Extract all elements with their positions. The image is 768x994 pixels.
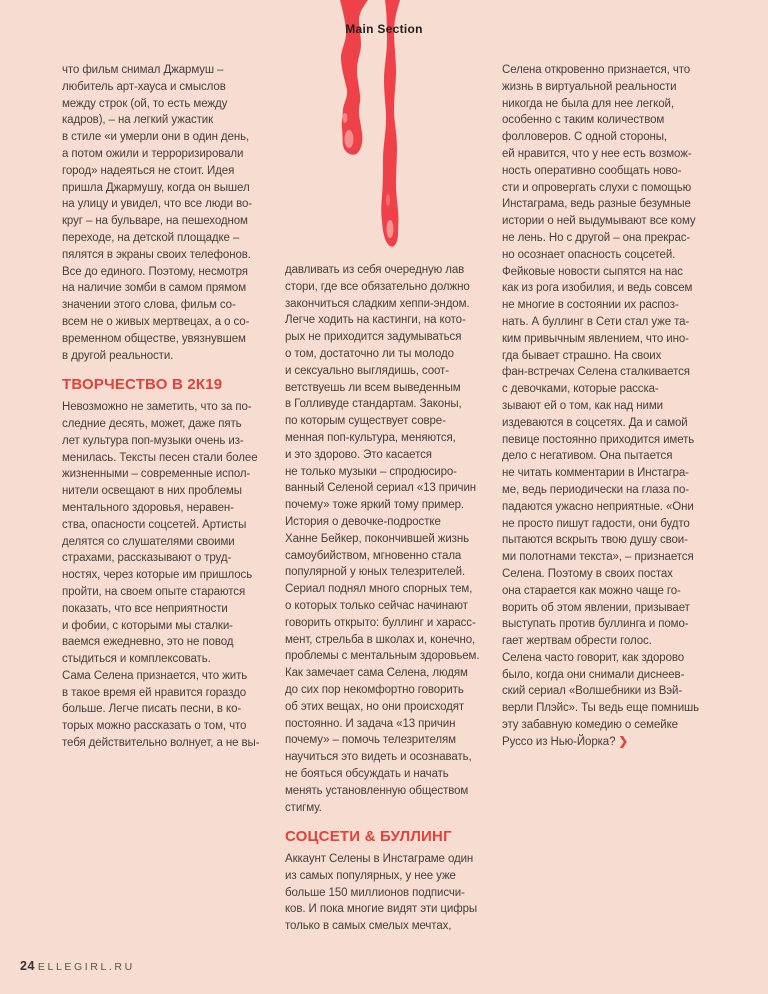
- text-line: Все до единого. Поэтому, несмотря: [62, 265, 248, 278]
- text-line: на улицу и увидел, что все люди во-: [62, 198, 252, 211]
- text-line: издеваются в соцсетях. Да и самой: [502, 416, 688, 429]
- text-line: переходе, на детской площадке –: [62, 231, 240, 244]
- text-line: менная поп-культура, меняются,: [285, 431, 456, 444]
- text-line: с девочками, которые расска-: [502, 383, 659, 396]
- text-line: не бояться обсуждать и начать: [285, 767, 449, 780]
- text-line: ми полотнами текста», – признается: [502, 551, 694, 564]
- text-line: верли Плэйс». Ты ведь еще помнишь: [502, 702, 700, 715]
- text-line: делятся со слушателями своими: [62, 535, 235, 548]
- text-line: нать. А буллинг в Сети стал уже та-: [502, 315, 690, 328]
- text-line: тебя действительно волнует, а не вы-: [62, 737, 260, 750]
- red-paint-drip-graphic: [330, 0, 470, 260]
- text-line: ков. И пока многие видят эти цифры: [285, 903, 478, 916]
- section-heading: СОЦСЕТИ & БУЛЛИНГ: [285, 828, 452, 846]
- text-line: Легче ходить на кастинги, на кото-: [285, 314, 466, 327]
- text-line: стигму.: [285, 801, 322, 814]
- text-line: в стиле «и умерли они в один день,: [62, 131, 250, 144]
- text-line: до сих пор некомфортно говорить: [285, 683, 464, 696]
- text-line: Руссо из Нью-Йорка? ❯: [502, 735, 629, 748]
- text-line: лет культура поп-музыки очень из-: [62, 434, 244, 447]
- text-line: дело с негативом. Она пытается: [502, 450, 673, 463]
- text-line: между строк (ой, то есть между: [62, 97, 228, 110]
- end-of-article-mark: ❯: [615, 735, 629, 748]
- text-line: ворить об этом явлении, призывает: [502, 601, 690, 614]
- text-line: ваемся ежедневно, это не повод: [62, 636, 234, 649]
- text-line: менилась. Тексты песен стали более: [62, 451, 258, 464]
- text-line: кадров), – на легкий ужастик: [62, 114, 214, 127]
- text-line: фолловеров. С одной стороны,: [502, 131, 668, 144]
- left-drip-highlight-small: [343, 113, 348, 123]
- text-line: Селена откровенно признается, что: [502, 64, 691, 76]
- text-line: ей нравится, что у нее есть возмож-: [502, 147, 692, 160]
- text-line: и это здорово. Это касается: [285, 448, 432, 461]
- text-line: проблемы с ментальным здоровьем.: [285, 650, 480, 663]
- text-line: ментального здоровья, неравен-: [62, 501, 234, 514]
- text-line: научиться это видеть и осознавать,: [285, 751, 472, 764]
- text-line: Ханне Бейкер, покончившей жизнь: [285, 532, 469, 545]
- text-line: нители освещают в них проблемы: [62, 485, 242, 498]
- text-line: ме, ведь периодически на глаза по-: [502, 483, 689, 496]
- page-number: 24: [20, 959, 35, 973]
- text-line: ванный Селеной сериал «13 причин: [285, 482, 477, 495]
- text-line: говорить открыто: буллинг и харасс-: [285, 616, 476, 629]
- text-line: и сексуально выглядишь, соот-: [285, 364, 449, 377]
- text-line: закончиться сладким хеппи-эндом.: [285, 297, 470, 310]
- text-line: Сама Селена признается, что жить: [62, 669, 248, 682]
- paint-drips-svg: [330, 0, 470, 260]
- section-header: Main Section: [345, 22, 423, 36]
- text-line: Невозможно не заметить, что за по-: [62, 401, 252, 414]
- text-line: Инстаграма, ведь разные безумные: [502, 198, 691, 211]
- text-line: Селена. Поэтому в своих постах: [502, 567, 673, 580]
- left-drip-highlight: [345, 130, 354, 148]
- text-line: мент, стрельба в школах и, конечно,: [285, 633, 476, 646]
- text-line: всем не о живых мертвецах, а о со-: [62, 315, 250, 328]
- text-line: ский сериал «Волшебники из Вэй-: [502, 685, 683, 698]
- text-line: рых не приходится задумываться: [285, 331, 462, 344]
- text-line: в Голливуде стандартам. Законы,: [285, 398, 462, 411]
- text-line: больше. Легче писать песни, в ко-: [62, 703, 242, 716]
- text-line: не читать комментарии в Инстагра-: [502, 467, 689, 480]
- text-line: пялятся в экраны своих телефонов.: [62, 248, 251, 261]
- text-line: не только музыки – спродюсиро-: [285, 465, 457, 478]
- text-line: ность оперативно сообщать ново-: [502, 164, 682, 177]
- text-line: круг – на бульваре, на пешеходном: [62, 215, 248, 228]
- text-line: следние десять, может, даже пять: [62, 417, 242, 430]
- text-line: что фильм снимал Джармуш –: [62, 64, 224, 76]
- text-line: сти и опровергать слухи с помощью: [502, 181, 692, 194]
- text-line: временном обществе, увязнувшем: [62, 332, 246, 345]
- text-line: из самых популярных, у нее уже: [285, 869, 456, 882]
- article-column-right: [502, 62, 716, 751]
- text-line: Сериал поднял много спорных тем,: [285, 583, 473, 596]
- text-line: на наличие зомби в самом прямом: [62, 282, 247, 295]
- text-line: в такое время ей нравится гораздо: [62, 686, 247, 699]
- text-line: но осознает опасность соцсетей.: [502, 248, 676, 261]
- paragraph: [62, 399, 276, 752]
- text-line: ностях, через которые им пришлось: [62, 569, 253, 582]
- text-line: гает жертвам обрести голос.: [502, 635, 652, 648]
- text-line: ким привычным явлением, что ино-: [502, 332, 689, 345]
- text-line: истории о ней выдумывают все кому: [502, 215, 696, 228]
- text-line: торых можно рассказать о том, что: [62, 720, 247, 733]
- text-line: падаются ужасно неприятные. «Они: [502, 500, 694, 513]
- section-heading: ТВОРЧЕСТВО В 2К19: [62, 376, 223, 394]
- page-footer: [20, 957, 135, 975]
- text-line: постоянно. И задача «13 причин: [285, 717, 456, 730]
- text-line: показать, что все неприятности: [62, 602, 228, 615]
- text-line: не лень. Но с другой – она прекрас-: [502, 231, 691, 244]
- text-line: давливать из себя очередную лав: [285, 264, 465, 276]
- text-line: ства, опасности соцсетей. Артисты: [62, 518, 247, 531]
- text-line: стыдиться и комплексовать.: [62, 653, 211, 666]
- right-drip-highlight-small: [386, 194, 390, 206]
- text-line: менять установленную обществом: [285, 784, 469, 797]
- text-line: было, когда они снимали диснеев-: [502, 668, 685, 681]
- text-line: Как замечает сама Селена, людям: [285, 667, 468, 680]
- text-line: не просто пишут гадости, они будто: [502, 517, 690, 530]
- text-line: зывают ей о том, как над ними: [502, 399, 663, 412]
- text-line: и фобии, с которыми мы сталки-: [62, 619, 233, 632]
- text-line: значении этого слова, фильм со-: [62, 299, 236, 312]
- paragraph: [285, 851, 499, 935]
- text-line: стори, где все обязательно должно: [285, 280, 470, 293]
- text-line: только в самых смелых мечтах,: [285, 920, 452, 933]
- text-line: популярной у юных телезрителей.: [285, 566, 466, 579]
- article-column-middle: [285, 262, 499, 935]
- paragraph: [502, 62, 716, 751]
- text-line: особенно с таким количеством: [502, 114, 665, 127]
- right-drip-shape: [381, 0, 400, 247]
- text-line: почему» тоже яркий тому пример.: [285, 499, 465, 512]
- paragraph: [62, 62, 276, 364]
- text-line: Аккаунт Селены в Инстаграме один: [285, 853, 474, 866]
- text-line: певице постоянно приходится иметь: [502, 433, 695, 446]
- text-line: она старается как можно чаще го-: [502, 584, 681, 597]
- site-url: ELLEGIRL.RU: [37, 961, 135, 973]
- text-line: в другой реальности.: [62, 349, 174, 362]
- text-line: город» надеяться не стоит. Идея: [62, 164, 235, 177]
- text-line: любитель арт-хауса и смыслов: [62, 80, 226, 93]
- text-line: эту забавную комедию о семейке: [502, 719, 678, 732]
- text-line: выступать против буллинга и помо-: [502, 618, 689, 631]
- paragraph: [285, 262, 499, 816]
- text-line: никогда не была для нее легкой,: [502, 97, 674, 110]
- text-line: почему» – помочь телезрителям: [285, 734, 456, 747]
- text-line: фан-встречах Селена сталкивается: [502, 366, 690, 379]
- text-line: пройти, на своем опыте стараются: [62, 585, 246, 598]
- text-line: Селена часто говорит, как здорово: [502, 651, 685, 664]
- text-line: как из рога изобилия, и ведь совсем: [502, 282, 693, 295]
- text-line: жизнь в виртуальной реальности: [502, 80, 677, 93]
- text-line: а потом ожили и терроризировали: [62, 147, 244, 160]
- text-line: гда бывает страшно. На своих: [502, 349, 662, 362]
- right-drip-highlight: [387, 220, 394, 238]
- text-line: о которых только сейчас начинают: [285, 599, 468, 612]
- text-line: жизненными – современные испол-: [62, 468, 251, 481]
- text-line: по которым существует совре-: [285, 415, 446, 428]
- text-line: История о девочке-подростке: [285, 515, 441, 528]
- text-line: о том, достаточно ли ты молодо: [285, 347, 454, 360]
- text-line: Фейковые новости сыпятся на нас: [502, 265, 683, 278]
- text-line: пришла Джармушу, когда он вышел: [62, 181, 250, 194]
- text-line: не многие в состоянии их распоз-: [502, 299, 679, 312]
- article-column-left: [62, 62, 276, 752]
- text-line: ветствуешь ли всем выведенным: [285, 381, 461, 394]
- text-line: пытаются вскрыть твою душу свои-: [502, 534, 688, 547]
- text-line: больше 150 миллионов подписчи-: [285, 886, 465, 899]
- text-line: страхами, рассказывают о труд-: [62, 552, 232, 565]
- text-line: самоубийством, мгновенно стала: [285, 549, 462, 562]
- text-line: об этих вещах, но они происходят: [285, 700, 465, 713]
